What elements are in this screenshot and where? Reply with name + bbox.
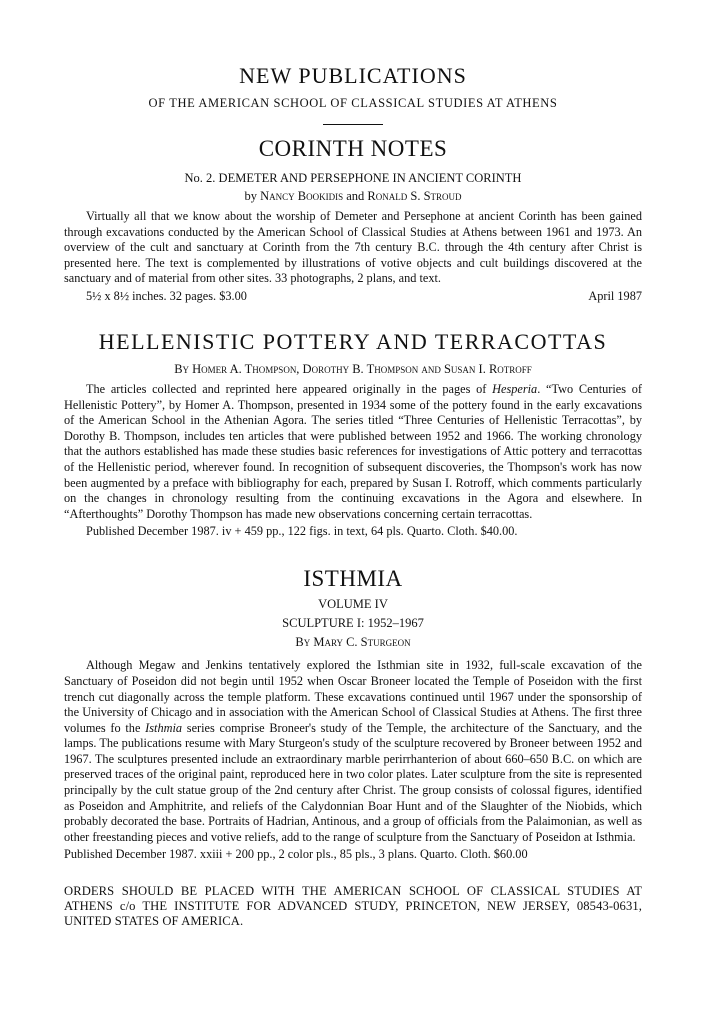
desc-text: Although Megaw and Jenkins tentatively explored the Isthmian site in 1932, full-scale excavation of the Sanctuary of Poseidon did not begin until 1952 when Oscar Broneer located the Temple of Poseidon with the first trench cut diagonally across the temple platform. These excavations continued until 1967 under the sponsorship of the University of Chicago and in association with the American School of Classical Studies at Athens. The first three volumes fo the bbox=[64, 658, 642, 735]
hellenistic-authors: By Homer A. Thompson, Dorothy B. Thompson and Susan I. Rotroff bbox=[174, 361, 532, 376]
hellenistic-title: HELLENISTIC POTTERY AND TERRACOTTAS bbox=[98, 328, 608, 354]
isthmia-title: ISTHMIA bbox=[303, 566, 403, 592]
by-label: by bbox=[244, 189, 257, 203]
corinth-number: No. 2. DEMETER AND PERSEPHONE IN ANCIENT CORINTH bbox=[184, 171, 522, 185]
desc-text: The articles collected and reprinted here appeared originally in the pages of bbox=[86, 381, 487, 396]
isthmia-section bbox=[64, 565, 642, 862]
corinth-specs: 5½ x 8½ inches. 32 pages. $3.00 bbox=[86, 288, 247, 303]
isthmia-published: Published December 1987. xxiii + 200 pp., 2 color pls., 85 pls., 3 plans. Quarto. Cloth. $60.00 bbox=[64, 847, 528, 862]
publications-page bbox=[64, 62, 642, 929]
isthmia-author: By Mary C. Sturgeon bbox=[295, 635, 411, 650]
corinth-section bbox=[64, 135, 642, 304]
author-name: Nancy Bookidis bbox=[260, 189, 344, 203]
and-label: and bbox=[346, 189, 365, 203]
page-subtitle: OF THE AMERICAN SCHOOL OF CLASSICAL STUDIES AT ATHENS bbox=[148, 96, 558, 110]
corinth-authors bbox=[64, 188, 642, 205]
corinth-title: CORINTH NOTES bbox=[258, 136, 448, 161]
isthmia-volume: VOLUME IV bbox=[318, 597, 388, 612]
divider-rule bbox=[323, 124, 383, 125]
page-title: NEW PUBLICATIONS bbox=[239, 63, 467, 88]
desc-text: . “Two Centuries of Hellenistic Pottery”, by Homer A. Thompson, presented in 1934 some of the pottery found in the early excavations of the American School in the Athenian Agora. The series titled “Three Centuries of Hellenistic Terracottas”, by Dorothy B. Thompson, includes ten articles that were published between 1952 and 1966. The working chronology that the authors established has made these studies basic references for investigations of Attic pottery and terracottas of the Hellenistic period, wherever found. In recognition of subsequent discoveries, the Thompson's work has now been augmented by a preface with bibliography for each, prepared by Susan I. Rotroff, which comments particularly on the changes in chronology resulting from the continuing excavations in the Agora and elsewhere. In “Afterthoughts” Dorothy Thompson has made new observations concerning certain terracottas. bbox=[64, 381, 642, 521]
corinth-date: April 1987 bbox=[588, 288, 642, 303]
desc-text: series comprise Broneer's study of the Temple, the architecture of the Sanctuary, and the lamps. The publications resume with Mary Sturgeon's study of the sculpture recovered by Broneer between 1952 and 1967. The sculptures presented include an extraordinary marble perirrhanterion of about 660–650 B.C. on which are preserved traces of the original paint, reproduced here in two color plates. Later sculpture from the site is represented principally by the cult statue group of the 2nd century after Christ. The group consists of colossal figures, identified as Poseidon and Amphitrite, and reliefs of the Calydonnian Boar Hunt and of the Slaughter of the Niobids, which probably decorated the base. Portraits of Hadrian, Antinous, and a group of officials from the Palaimonian, as well as other freestanding pieces and votive reliefs, add to the range of sculpture from the Sanctuary of Poseidon at Isthmia. bbox=[64, 720, 642, 844]
page-header bbox=[64, 62, 642, 125]
journal-name: Hesperia bbox=[492, 381, 538, 396]
isthmia-subtitle: SCULPTURE I: 1952–1967 bbox=[282, 616, 424, 631]
author-name: Ronald S. Stroud bbox=[367, 189, 462, 203]
corinth-description: Virtually all that we know about the worship of Demeter and Persephone at ancient Corinth has been gained through excavations conducted by the American School of Classical Studies at Athens between 1961 and 1973. An overview of the cult and sanctuary at Corinth from the 7th century B.C. through the 4th century after Christ is presented here. The text is complemented by illustrations of votive objects and cult buildings discovered at the sanctuary and of material from other sites. 33 photographs, 2 plans, and text. bbox=[64, 209, 642, 286]
isthmia-description bbox=[64, 658, 642, 845]
series-name: Isthmia bbox=[145, 720, 183, 735]
hellenistic-description bbox=[64, 382, 642, 522]
hellenistic-published: Published December 1987. iv + 459 pp., 122 figs. in text, 64 pls. Quarto. Cloth. $40.00. bbox=[86, 524, 518, 539]
ordering-info: ORDERS SHOULD BE PLACED WITH THE AMERICAN SCHOOL OF CLASSICAL STUDIES AT ATHENS c/o THE INSTITUTE FOR ADVANCED STUDY, PRINCETON, NEW JERSEY, 08543-0631, UNITED STATES OF AMERICA. bbox=[64, 884, 642, 929]
corinth-specs-row bbox=[64, 288, 642, 304]
hellenistic-section bbox=[64, 328, 642, 539]
